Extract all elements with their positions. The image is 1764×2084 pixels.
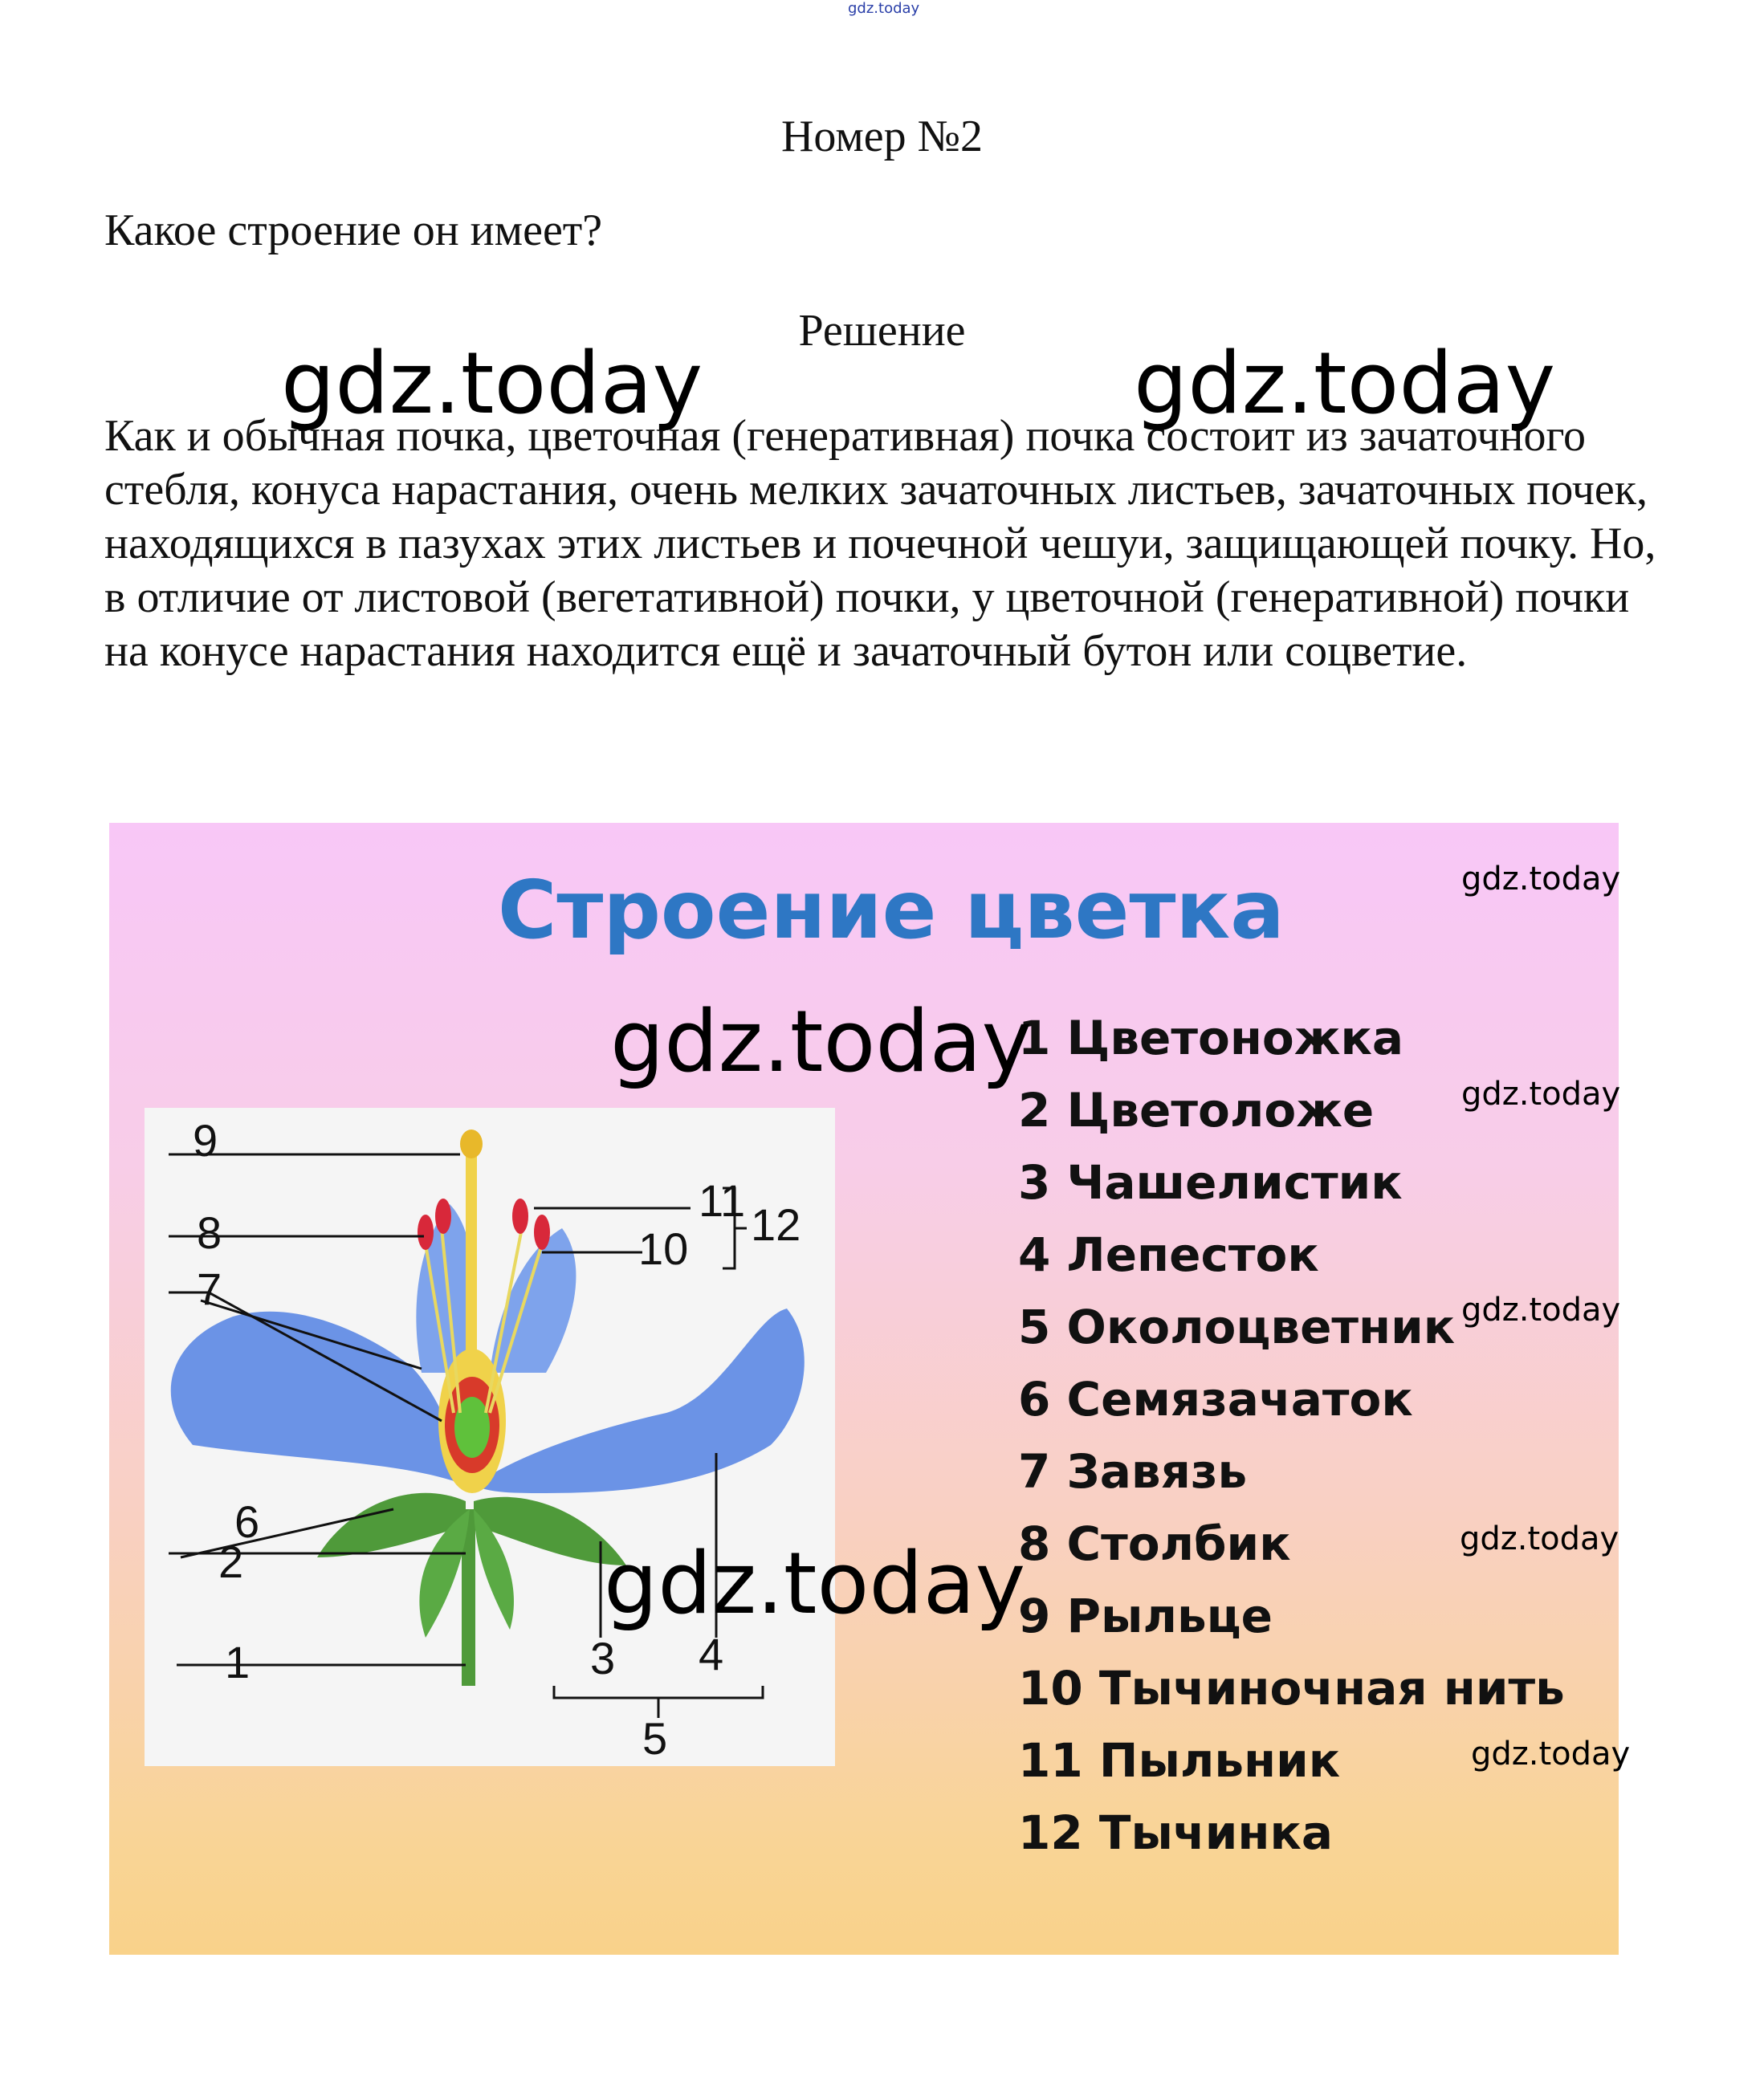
question-text: Какое строение он имеет? [104, 206, 603, 255]
diagram-label-12: 12 [751, 1199, 801, 1250]
watermark: gdz.today [1461, 1076, 1621, 1113]
stigma-shape [460, 1130, 483, 1158]
diagram-label-3: 3 [590, 1633, 616, 1683]
answer-text: Как и обычная почка, цветочная (генеративная) почка состоит из зачаточного стебля, конуса нарастания, очень мелких зачаточных листьев, зачаточных почек, находящихся в пазухах этих листьев и почечной чешуи, защищающей почку. Но, в отличие от листовой (вегетативной) почки, у цветочной (генеративной) почки на конусе нарастания находится ещё и зачаточный бутон или соцветие. [104, 411, 1656, 676]
style-shape [466, 1144, 477, 1353]
watermark: gdz.today [1134, 334, 1556, 433]
anther-1 [418, 1215, 434, 1250]
flower-diagram [145, 1108, 835, 1766]
legend-item: 9 Рыльце [1018, 1589, 1273, 1643]
diagram-label-6: 6 [234, 1496, 260, 1547]
watermark: gdz.today [1460, 1520, 1619, 1557]
diagram-label-4: 4 [699, 1629, 724, 1679]
diagram-label-11: 11 [699, 1175, 746, 1226]
watermark: gdz.today [1471, 1736, 1631, 1773]
diagram-label-9: 9 [193, 1115, 218, 1166]
legend-item: 4 Лепесток [1018, 1227, 1319, 1282]
legend-item: 1 Цветоножка [1018, 1011, 1404, 1065]
watermark: gdz.today [1461, 1292, 1621, 1329]
watermark: gdz.today [1461, 861, 1621, 898]
diagram-label-7: 7 [197, 1264, 222, 1314]
anther-2 [435, 1199, 451, 1234]
diagram-label-8: 8 [197, 1207, 222, 1258]
legend-item: 10 Тычиночная нить [1018, 1661, 1565, 1716]
watermark: gdz.today [604, 1534, 1026, 1633]
top-watermark: gdz.today [848, 0, 920, 17]
legend-item: 7 Завязь [1018, 1444, 1248, 1499]
anther-3 [512, 1199, 528, 1234]
legend-item: 12 Тычинка [1018, 1805, 1333, 1860]
diagram-label-2: 2 [218, 1537, 244, 1587]
figure-title: Строение цветка [498, 863, 1285, 957]
diagram-label-1: 1 [225, 1637, 251, 1687]
diagram-label-10: 10 [638, 1223, 689, 1274]
watermark: gdz.today [610, 992, 1033, 1091]
watermark: gdz.today [281, 334, 703, 433]
anther-4 [534, 1215, 550, 1250]
legend-item: 8 Столбик [1018, 1516, 1291, 1571]
legend-item: 3 Чашелистик [1018, 1155, 1403, 1210]
legend-item: 5 Околоцветник [1018, 1300, 1456, 1354]
legend-item: 2 Цветоложе [1018, 1083, 1375, 1138]
page-title: Номер №2 [780, 112, 984, 161]
diagram-label-5: 5 [642, 1713, 668, 1764]
solution-heading: Решение [798, 306, 966, 356]
legend-item: 6 Семязачаток [1018, 1372, 1413, 1427]
legend-item: 11 Пыльник [1018, 1733, 1341, 1788]
